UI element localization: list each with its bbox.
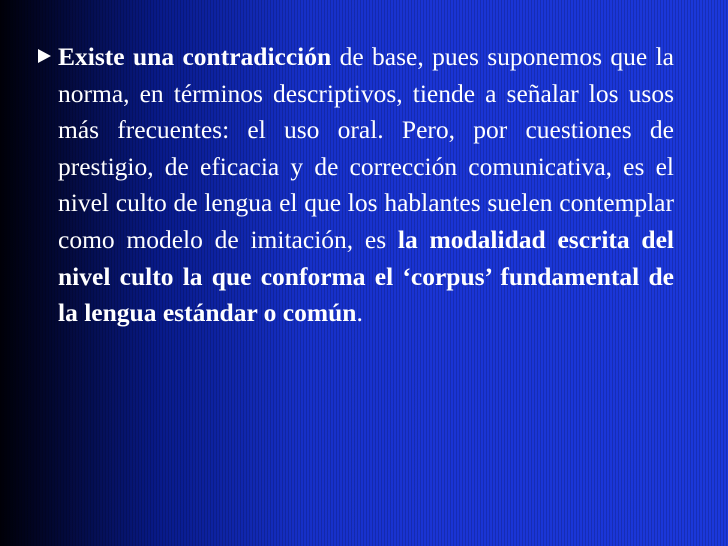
- bullet-item: [58, 39, 674, 332]
- paragraph-body-text: de base, pues suponemos que la norma, en términos descriptivos, tiende a señalar los usos más frecuentes: el uso oral. Pero, por cuestiones de prestigio, de eficacia y de corrección comunicativa, es el nivel culto de lengua el que los hablantes suelen contemplar como modelo de imitación, es: [58, 42, 675, 254]
- emphasis-bold-text: la modalidad escrita del nivel culto la que conforma el ‘corpus’ fundamental de la lengua estándar o común: [58, 224, 674, 328]
- lead-bold-text: Existe una contradicción: [58, 42, 332, 71]
- bullet-paragraph: [58, 39, 674, 332]
- triangle-bullet-icon: [38, 49, 51, 63]
- paragraph-end-punctuation: .: [356, 298, 363, 328]
